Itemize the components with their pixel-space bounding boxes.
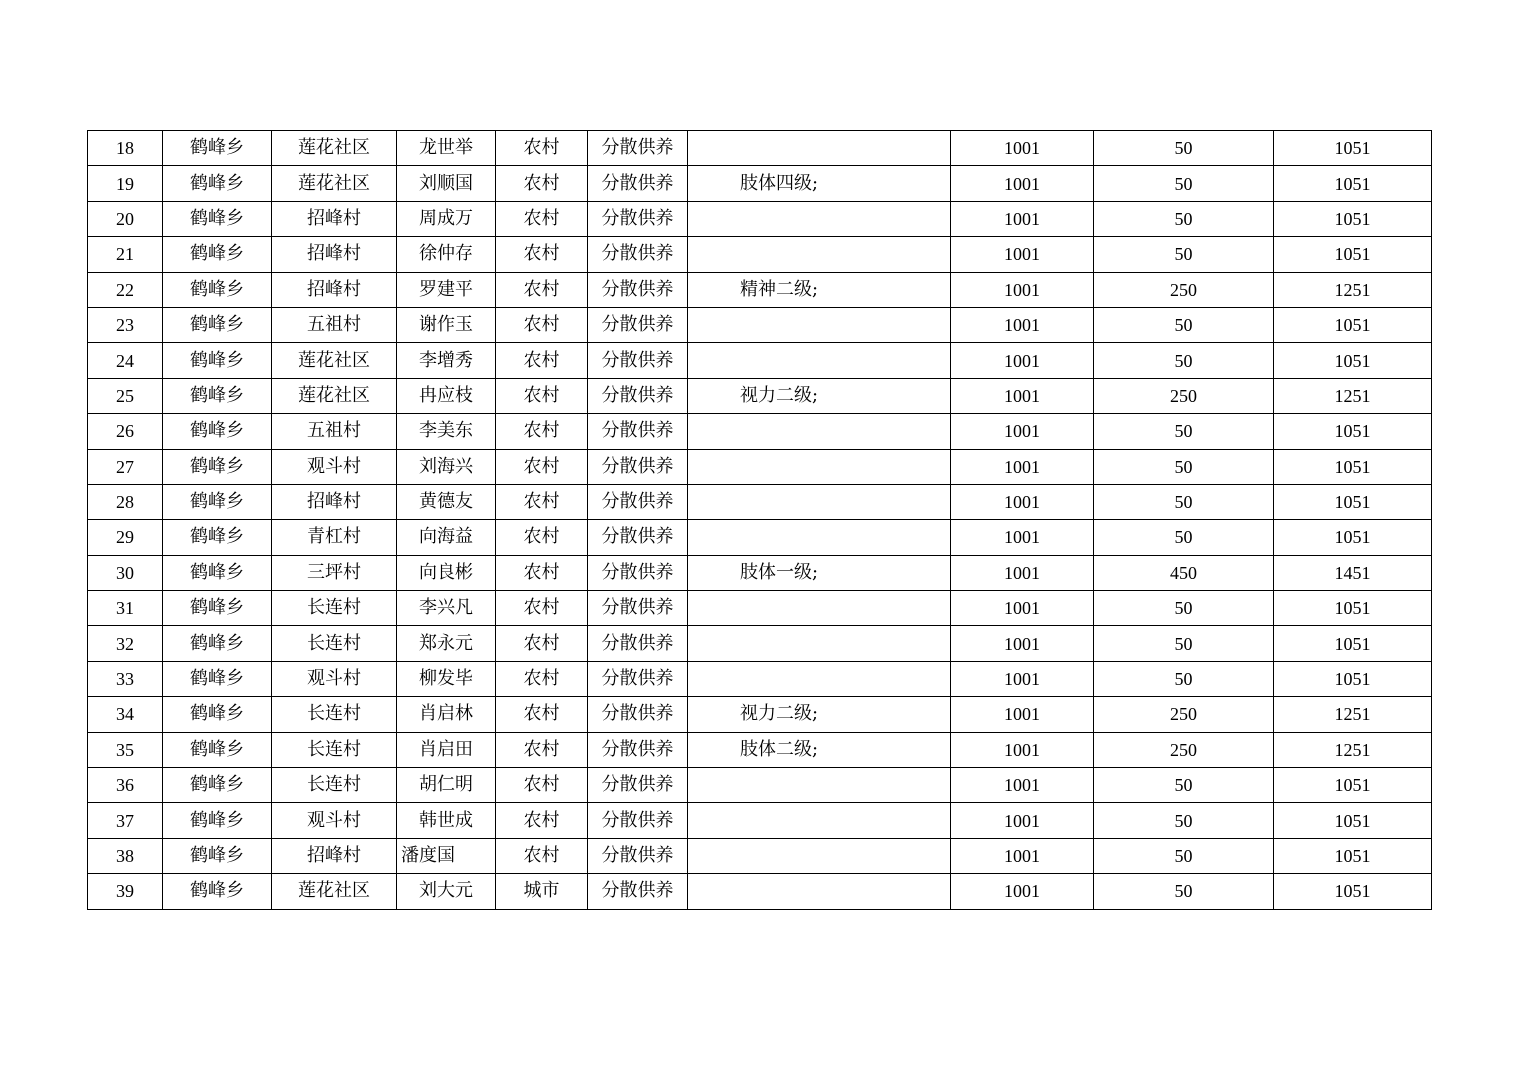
table-row: [88, 661, 1432, 696]
table-row: [88, 237, 1432, 272]
support-type-cell: 分散供养: [588, 272, 688, 307]
subsidy-amount-cell: 50: [1094, 484, 1274, 519]
disability-cell: [688, 591, 951, 626]
table-row: [88, 201, 1432, 236]
total-amount-cell: 1051: [1274, 768, 1432, 803]
base-amount-cell: 1001: [951, 131, 1094, 166]
area-type-cell: 农村: [496, 661, 588, 696]
subsidy-amount-cell: 250: [1094, 697, 1274, 732]
total-amount-cell: 1051: [1274, 449, 1432, 484]
village-cell: 青杠村: [272, 520, 397, 555]
table-row: [88, 272, 1432, 307]
township-cell: 鹤峰乡: [163, 378, 272, 413]
row-number-cell: 37: [88, 803, 163, 838]
subsidy-amount-cell: 450: [1094, 555, 1274, 590]
township-cell: 鹤峰乡: [163, 166, 272, 201]
township-cell: 鹤峰乡: [163, 414, 272, 449]
support-type-cell: 分散供养: [588, 591, 688, 626]
person-name-cell: 刘大元: [397, 874, 496, 909]
row-number-cell: 20: [88, 201, 163, 236]
row-number-cell: 25: [88, 378, 163, 413]
township-cell: 鹤峰乡: [163, 626, 272, 661]
table-row: [88, 414, 1432, 449]
row-number-cell: 36: [88, 768, 163, 803]
table-row: [88, 697, 1432, 732]
person-name-cell: 徐仲存: [397, 237, 496, 272]
base-amount-cell: 1001: [951, 697, 1094, 732]
village-cell: 招峰村: [272, 237, 397, 272]
township-cell: 鹤峰乡: [163, 803, 272, 838]
disability-cell: 视力二级;: [688, 378, 951, 413]
support-type-cell: 分散供养: [588, 520, 688, 555]
total-amount-cell: 1051: [1274, 661, 1432, 696]
table-row: [88, 555, 1432, 590]
disability-cell: [688, 343, 951, 378]
row-number-cell: 33: [88, 661, 163, 696]
total-amount-cell: 1251: [1274, 697, 1432, 732]
township-cell: 鹤峰乡: [163, 237, 272, 272]
subsidy-amount-cell: 50: [1094, 237, 1274, 272]
disability-cell: [688, 626, 951, 661]
support-type-cell: 分散供养: [588, 697, 688, 732]
disability-cell: [688, 661, 951, 696]
base-amount-cell: 1001: [951, 484, 1094, 519]
base-amount-cell: 1001: [951, 378, 1094, 413]
person-name-cell: 李增秀: [397, 343, 496, 378]
township-cell: 鹤峰乡: [163, 520, 272, 555]
total-amount-cell: 1051: [1274, 201, 1432, 236]
total-amount-cell: 1051: [1274, 414, 1432, 449]
subsidy-amount-cell: 50: [1094, 838, 1274, 873]
base-amount-cell: 1001: [951, 768, 1094, 803]
total-amount-cell: 1051: [1274, 803, 1432, 838]
support-type-cell: 分散供养: [588, 732, 688, 767]
subsidy-amount-cell: 250: [1094, 272, 1274, 307]
disability-cell: 精神二级;: [688, 272, 951, 307]
area-type-cell: 农村: [496, 272, 588, 307]
village-cell: 招峰村: [272, 484, 397, 519]
base-amount-cell: 1001: [951, 732, 1094, 767]
township-cell: 鹤峰乡: [163, 555, 272, 590]
table-row: [88, 378, 1432, 413]
subsidy-amount-cell: 50: [1094, 591, 1274, 626]
total-amount-cell: 1051: [1274, 838, 1432, 873]
township-cell: 鹤峰乡: [163, 449, 272, 484]
area-type-cell: 农村: [496, 343, 588, 378]
person-name-cell: 龙世举: [397, 131, 496, 166]
township-cell: 鹤峰乡: [163, 591, 272, 626]
person-name-cell: 韩世成: [397, 803, 496, 838]
table-row: [88, 803, 1432, 838]
area-type-cell: 农村: [496, 414, 588, 449]
row-number-cell: 27: [88, 449, 163, 484]
township-cell: 鹤峰乡: [163, 838, 272, 873]
person-name-cell: 肖启田: [397, 732, 496, 767]
base-amount-cell: 1001: [951, 591, 1094, 626]
disability-cell: [688, 131, 951, 166]
support-type-cell: 分散供养: [588, 768, 688, 803]
person-name-cell: 罗建平: [397, 272, 496, 307]
welfare-table: [87, 130, 1432, 910]
base-amount-cell: 1001: [951, 272, 1094, 307]
total-amount-cell: 1051: [1274, 307, 1432, 342]
person-name-cell: 肖启林: [397, 697, 496, 732]
township-cell: 鹤峰乡: [163, 272, 272, 307]
person-name-cell: 刘海兴: [397, 449, 496, 484]
subsidy-amount-cell: 50: [1094, 874, 1274, 909]
total-amount-cell: 1051: [1274, 520, 1432, 555]
area-type-cell: 农村: [496, 307, 588, 342]
base-amount-cell: 1001: [951, 661, 1094, 696]
disability-cell: [688, 414, 951, 449]
table-row: [88, 166, 1432, 201]
village-cell: 观斗村: [272, 803, 397, 838]
total-amount-cell: 1051: [1274, 626, 1432, 661]
village-cell: 莲花社区: [272, 874, 397, 909]
support-type-cell: 分散供养: [588, 838, 688, 873]
total-amount-cell: 1051: [1274, 591, 1432, 626]
township-cell: 鹤峰乡: [163, 201, 272, 236]
row-number-cell: 34: [88, 697, 163, 732]
township-cell: 鹤峰乡: [163, 307, 272, 342]
township-cell: 鹤峰乡: [163, 484, 272, 519]
base-amount-cell: 1001: [951, 803, 1094, 838]
row-number-cell: 30: [88, 555, 163, 590]
subsidy-amount-cell: 50: [1094, 343, 1274, 378]
base-amount-cell: 1001: [951, 449, 1094, 484]
subsidy-amount-cell: 50: [1094, 626, 1274, 661]
area-type-cell: 农村: [496, 520, 588, 555]
area-type-cell: 城市: [496, 874, 588, 909]
disability-cell: [688, 768, 951, 803]
disability-cell: 肢体一级;: [688, 555, 951, 590]
person-name-cell: 周成万: [397, 201, 496, 236]
row-number-cell: 21: [88, 237, 163, 272]
support-type-cell: 分散供养: [588, 131, 688, 166]
base-amount-cell: 1001: [951, 343, 1094, 378]
area-type-cell: 农村: [496, 591, 588, 626]
support-type-cell: 分散供养: [588, 201, 688, 236]
row-number-cell: 19: [88, 166, 163, 201]
row-number-cell: 31: [88, 591, 163, 626]
base-amount-cell: 1001: [951, 414, 1094, 449]
disability-cell: 肢体二级;: [688, 732, 951, 767]
row-number-cell: 39: [88, 874, 163, 909]
base-amount-cell: 1001: [951, 838, 1094, 873]
row-number-cell: 38: [88, 838, 163, 873]
disability-cell: [688, 803, 951, 838]
support-type-cell: 分散供养: [588, 874, 688, 909]
village-cell: 长连村: [272, 732, 397, 767]
disability-cell: [688, 874, 951, 909]
table-row: [88, 484, 1432, 519]
township-cell: 鹤峰乡: [163, 343, 272, 378]
person-name-cell: 郑永元: [397, 626, 496, 661]
base-amount-cell: 1001: [951, 307, 1094, 342]
base-amount-cell: 1001: [951, 166, 1094, 201]
village-cell: 长连村: [272, 626, 397, 661]
total-amount-cell: 1051: [1274, 343, 1432, 378]
support-type-cell: 分散供养: [588, 449, 688, 484]
village-cell: 观斗村: [272, 449, 397, 484]
subsidy-amount-cell: 50: [1094, 414, 1274, 449]
person-name-cell: 谢作玉: [397, 307, 496, 342]
support-type-cell: 分散供养: [588, 343, 688, 378]
row-number-cell: 22: [88, 272, 163, 307]
subsidy-amount-cell: 50: [1094, 131, 1274, 166]
village-cell: 莲花社区: [272, 343, 397, 378]
support-type-cell: 分散供养: [588, 803, 688, 838]
support-type-cell: 分散供养: [588, 237, 688, 272]
support-type-cell: 分散供养: [588, 484, 688, 519]
table-row: [88, 838, 1432, 873]
base-amount-cell: 1001: [951, 626, 1094, 661]
disability-cell: 肢体四级;: [688, 166, 951, 201]
area-type-cell: 农村: [496, 803, 588, 838]
table-row: [88, 343, 1432, 378]
table-row: [88, 520, 1432, 555]
table-row: [88, 131, 1432, 166]
total-amount-cell: 1051: [1274, 237, 1432, 272]
row-number-cell: 35: [88, 732, 163, 767]
subsidy-amount-cell: 50: [1094, 520, 1274, 555]
total-amount-cell: 1251: [1274, 272, 1432, 307]
total-amount-cell: 1251: [1274, 732, 1432, 767]
township-cell: 鹤峰乡: [163, 661, 272, 696]
table-row: [88, 591, 1432, 626]
person-name-cell: 冉应枝: [397, 378, 496, 413]
base-amount-cell: 1001: [951, 555, 1094, 590]
table-body: [88, 131, 1432, 910]
row-number-cell: 29: [88, 520, 163, 555]
village-cell: 莲花社区: [272, 131, 397, 166]
table-row: [88, 874, 1432, 909]
person-name-cell: 胡仁明: [397, 768, 496, 803]
township-cell: 鹤峰乡: [163, 697, 272, 732]
area-type-cell: 农村: [496, 237, 588, 272]
subsidy-amount-cell: 250: [1094, 378, 1274, 413]
disability-cell: [688, 237, 951, 272]
area-type-cell: 农村: [496, 732, 588, 767]
village-cell: 长连村: [272, 768, 397, 803]
table-row: [88, 626, 1432, 661]
area-type-cell: 农村: [496, 166, 588, 201]
area-type-cell: 农村: [496, 378, 588, 413]
person-name-cell: 刘顺国: [397, 166, 496, 201]
support-type-cell: 分散供养: [588, 555, 688, 590]
disability-cell: [688, 201, 951, 236]
row-number-cell: 23: [88, 307, 163, 342]
support-type-cell: 分散供养: [588, 626, 688, 661]
disability-cell: [688, 484, 951, 519]
subsidy-amount-cell: 50: [1094, 661, 1274, 696]
village-cell: 招峰村: [272, 272, 397, 307]
support-type-cell: 分散供养: [588, 378, 688, 413]
subsidy-amount-cell: 50: [1094, 449, 1274, 484]
area-type-cell: 农村: [496, 201, 588, 236]
village-cell: 招峰村: [272, 201, 397, 236]
area-type-cell: 农村: [496, 555, 588, 590]
subsidy-amount-cell: 50: [1094, 307, 1274, 342]
base-amount-cell: 1001: [951, 520, 1094, 555]
village-cell: 五祖村: [272, 307, 397, 342]
area-type-cell: 农村: [496, 626, 588, 661]
township-cell: 鹤峰乡: [163, 131, 272, 166]
disability-cell: [688, 520, 951, 555]
row-number-cell: 26: [88, 414, 163, 449]
base-amount-cell: 1001: [951, 237, 1094, 272]
person-name-cell: 黄德友: [397, 484, 496, 519]
support-type-cell: 分散供养: [588, 307, 688, 342]
person-name-cell: 向海益: [397, 520, 496, 555]
total-amount-cell: 1051: [1274, 131, 1432, 166]
area-type-cell: 农村: [496, 449, 588, 484]
village-cell: 莲花社区: [272, 378, 397, 413]
subsidy-amount-cell: 50: [1094, 768, 1274, 803]
village-cell: 长连村: [272, 697, 397, 732]
disability-cell: [688, 838, 951, 873]
row-number-cell: 18: [88, 131, 163, 166]
township-cell: 鹤峰乡: [163, 732, 272, 767]
person-name-cell: 李兴凡: [397, 591, 496, 626]
township-cell: 鹤峰乡: [163, 768, 272, 803]
area-type-cell: 农村: [496, 768, 588, 803]
subsidy-amount-cell: 50: [1094, 201, 1274, 236]
total-amount-cell: 1051: [1274, 874, 1432, 909]
table-row: [88, 307, 1432, 342]
total-amount-cell: 1051: [1274, 166, 1432, 201]
area-type-cell: 农村: [496, 697, 588, 732]
support-type-cell: 分散供养: [588, 661, 688, 696]
row-number-cell: 28: [88, 484, 163, 519]
base-amount-cell: 1001: [951, 201, 1094, 236]
area-type-cell: 农村: [496, 838, 588, 873]
person-name-cell: 向良彬: [397, 555, 496, 590]
total-amount-cell: 1451: [1274, 555, 1432, 590]
person-name-cell: 李美东: [397, 414, 496, 449]
area-type-cell: 农村: [496, 131, 588, 166]
person-name-cell: 潘度国: [397, 838, 496, 873]
table-row: [88, 732, 1432, 767]
row-number-cell: 24: [88, 343, 163, 378]
base-amount-cell: 1001: [951, 874, 1094, 909]
village-cell: 观斗村: [272, 661, 397, 696]
village-cell: 长连村: [272, 591, 397, 626]
subsidy-amount-cell: 50: [1094, 803, 1274, 838]
support-type-cell: 分散供养: [588, 166, 688, 201]
area-type-cell: 农村: [496, 484, 588, 519]
disability-cell: [688, 449, 951, 484]
village-cell: 三坪村: [272, 555, 397, 590]
person-name-cell: 柳发毕: [397, 661, 496, 696]
total-amount-cell: 1251: [1274, 378, 1432, 413]
table-row: [88, 768, 1432, 803]
township-cell: 鹤峰乡: [163, 874, 272, 909]
support-type-cell: 分散供养: [588, 414, 688, 449]
village-cell: 招峰村: [272, 838, 397, 873]
table-row: [88, 449, 1432, 484]
total-amount-cell: 1051: [1274, 484, 1432, 519]
disability-cell: [688, 307, 951, 342]
subsidy-amount-cell: 50: [1094, 166, 1274, 201]
subsidy-amount-cell: 250: [1094, 732, 1274, 767]
row-number-cell: 32: [88, 626, 163, 661]
village-cell: 五祖村: [272, 414, 397, 449]
village-cell: 莲花社区: [272, 166, 397, 201]
disability-cell: 视力二级;: [688, 697, 951, 732]
